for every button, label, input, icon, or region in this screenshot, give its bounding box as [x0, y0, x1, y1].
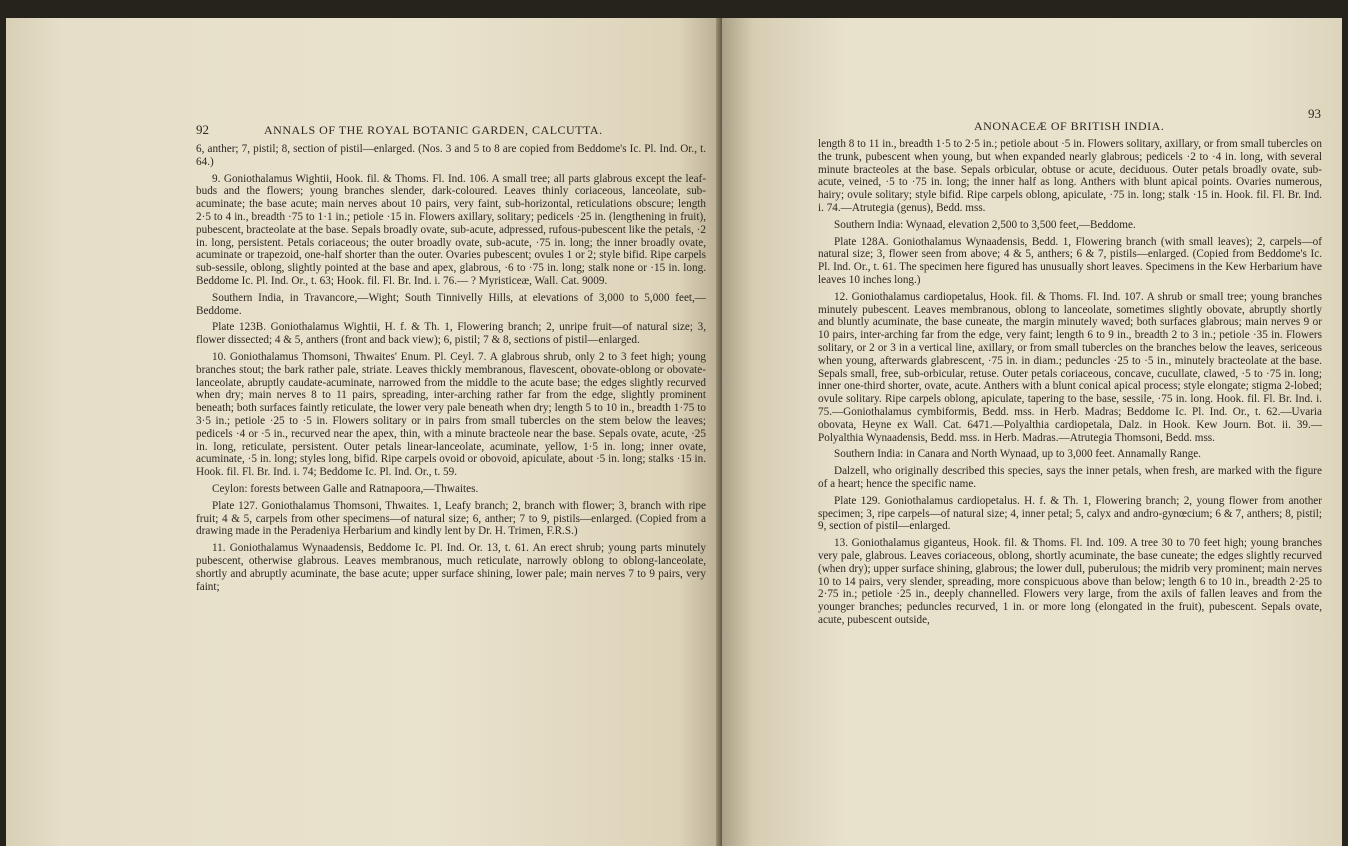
paragraph: 10. Goniothalamus Thomsoni, Thwaites' Enum. Pl. Ceyl. 7. A glabrous shrub, only 2 to 3 feet high; young branches stout; the bark rather pale, striate. Leaves thickly membranous, flavescent, obovate-oblong or obovate-lanceolate, abruptly caudate-acuminate, narrowed from the middle to the acute base; the edges slightly recurved when dry; main nerves 8 to 11 pairs, spreading, inter-arching rather far from the edge, slightly prominent beneath; both surfaces faintly reticulate, the lower very pale beneath when dry; length 5 to 10 in., breadth 1·75 to 3·5 in.; petiole ·25 to ·5 in. Flowers solitary or in pairs from small tubercles on the stem below the leaves; pedicels ·4 or ·5 in., recurved near the apex, thin, with a minute bracteole near the base. Sepals ovate, acute, ·25 in. long, reticulate, persistent. Outer petals linear-lanceolate, acuminate, yellow, 1·5 in. long; inner ovate, acuminate, ·5 in. long; styles long, bifid. Ripe carpels ovoid or obovoid, apiculate, about ·5 in. long; stalks ·15 in. Hook. fil. Fl. Br. Ind. i. 74; Beddome Ic. Pl. Ind. Or., t. 59.	[196, 350, 706, 479]
paragraph: 11. Goniothalamus Wynaadensis, Beddome Ic. Pl. Ind. Or. 13, t. 61. An erect shrub; young parts minutely pubescent, otherwise glabrous. Leaves membranous, much reticulate, narrowly oblong to oblong-lanceolate, shortly and abruptly acuminate, the base acute; upper surface shining, lower pale; main nerves 7 to 9 pairs, very faint;	[196, 542, 706, 593]
left-page-body	[196, 143, 706, 597]
paragraph: Ceylon: forests between Galle and Ratnapoora,—Thwaites.	[212, 482, 479, 495]
paragraph: Plate 129. Goniothalamus cardiopetalus. H. f. & Th. 1, Flowering branch; 2, young flower from another specimen; 3, ripe carpels—of natural size; 4, inner petal; 5, calyx and andro-gynœcium; 6 & 7, anthers; 8, pistil; 9, section of pistil—enlarged.	[818, 494, 1322, 533]
paragraph: Plate 128A. Goniothalamus Wynaadensis, Bedd. 1, Flowering branch (with small leaves); 2, carpels—of natural size; 3, flower seen from above; 4 & 5, anthers; 6 & 7, pistils—enlarged. (Copied from Beddome's Ic. Pl. Ind. Or., t. 61. The specimen here figured has unusually short leaves. Specimens in the Kew Herbarium have leaves 10 inches long.)	[818, 235, 1322, 286]
paragraph: 13. Goniothalamus giganteus, Hook. fil. & Thoms. Fl. Ind. 109. A tree 30 to 70 feet high; young branches very pale, glabrous. Leaves coriaceous, oblong, shortly acuminate, the base cuneate; the edges slightly recurved (when dry); upper surface shining, glabrous; the lower dull, puberulous; the midrib very prominent; main nerves 10 to 14 pairs, very slender, spreading, more conspicuous above than below; length 6 to 10 in., breadth 2·25 to 2·75 in.; petiole ·25 in., deeply channelled. Flowers very large, from the axils of fallen leaves and from the younger branches; peduncles recurved, 1 in. or more long (elongated in the fruit), pubescent. Sepals ovate, acute, pubescent outside,	[818, 537, 1322, 626]
left-page-header: ANNALS OF THE ROYAL BOTANIC GARDEN, CALCUTTA.	[264, 123, 603, 137]
right-page-body	[818, 138, 1322, 631]
right-page-header: ANONACEÆ OF BRITISH INDIA.	[974, 119, 1165, 133]
left-page-number: 92	[196, 122, 209, 137]
paragraph: 12. Goniothalamus cardiopetalus, Hook. fil. & Thoms. Fl. Ind. 107. A shrub or small tree; young branches minutely pubescent. Leaves membranous, oblong to lanceolate, sometimes slightly obovate, abruptly shortly and bluntly acuminate, the base cuneate, the margin minutely waved; both surfaces glabrous; main nerves 9 or 10 pairs, inter-arching far from the edge, very faint; length 6 to 9 in., breadth 2 to 3 in.; petiole ·35 in. Flowers solitary, or 2 or 3 in a vertical line, axillary, or from small tubercles on the branches below the leaves, sericeous when young, afterwards glabrescent, ·75 in. in diam.; peduncles ·25 to ·5 in., minutely bracteolate at the base. Sepals small, free, sub-orbicular, retuse. Outer petals coriaceous, concave, cucullate, clawed, ·5 to ·75 in. long; inner one-third shorter, ovate, acute. Anthers with a blunt conical apical process; style elongate; stigma 2-lobed; ovule solitary. Ripe carpels oblong, apiculate, tapering to the base, sessile, ·75 in. long. Hook. fil. Fl. Br. Ind. i. 75.—Goniothalamus cymbiformis, Bedd. mss. in Herb. Madras; Beddome Ic. Pl. Ind. Or., t. 62.—Uvaria obovata, Heyne ex Wall. Cat. 6471.—Polyalthia cardiopetala, Dalz. in Hook. Kew Journ. Bot. ii. 39.—Polyalthia Wynaadensis, Bedd. mss. in Herb. Madras.—Atrutegia Thomsoni, Bedd. mss.	[818, 290, 1322, 444]
paragraph: length 8 to 11 in., breadth 1·5 to 2·5 in.; petiole about ·5 in. Flowers solitary, axillary, or from small tubercles on the trunk, pubescent when young, but when expanded nearly glabrous; pedicels ·2 to ·4 in. long, with several minute bracteoles at the base. Sepals orbicular, obtuse or acute, deciduous. Outer petals broadly ovate, sub-acute, veined, ·5 to ·75 in. long; the inner half as long. Anthers with blunt apical points. Ovaries numerous, hairy; ovule solitary; style bifid. Ripe carpels oblong, apiculate, ·75 in. long; stalk ·15 in. Hook. fil. Fl. Br. Ind. i. 74.—Atrutegia (genus), Bedd. mss.	[818, 138, 1322, 214]
paragraph: Plate 123B. Goniothalamus Wightii, H. f. & Th. 1, Flowering branch; 2, unripe fruit—of natural size; 3, flower dissected; 4 & 5, anthers (front and back view); 6, pistil; 7 & 8, sections of pistil—enlarged.	[196, 321, 706, 347]
paragraph: Southern India, in Travancore,—Wight; South Tinnivelly Hills, at elevations of 3,000 to 5,000 feet,—Beddome.	[196, 291, 706, 317]
paragraph: Southern India: in Canara and North Wynaad, up to 3,000 feet. Annamally Range.	[834, 448, 1201, 461]
paragraph: Southern India: Wynaad, elevation 2,500 to 3,500 feet,—Beddome.	[834, 218, 1136, 231]
paragraph: Plate 127. Goniothalamus Thomsoni, Thwaites. 1, Leafy branch; 2, branch with flower; 3, branch with ripe fruit; 4 & 5, carpels from other specimens—of natural size; 6, anther; 7 to 9, pistils—enlarged. (Copied from a drawing made in the Peradeniya Herbarium and kindly lent by Dr. H. Trimen, F.R.S.)	[196, 499, 706, 538]
paragraph: 6, anther; 7, pistil; 8, section of pistil—enlarged. (Nos. 3 and 5 to 8 are copied from Beddome's Ic. Pl. Ind. Or., t. 64.)	[196, 143, 706, 168]
paragraph: 9. Goniothalamus Wightii, Hook. fil. & Thoms. Fl. Ind. 106. A small tree; all parts glabrous except the leaf-buds and the flowers; young branches slender, dark-coloured. Leaves thinly coriaceous, lanceolate, sub-acuminate; the base acute; main nerves about 10 pairs, very faint, sub-horizontal, reticulations obscure; length 2·5 to 4 in., breadth ·75 to 1·1 in.; petiole ·15 in. Flowers axillary, solitary; pedicels ·25 in. (lengthening in fruit), pubescent, bracteolate at the base. Sepals broadly ovate, sub-acute, adpressed, rufous-pubescent like the petals, ·2 in. long, persistent. Petals coriaceous; the outer broadly ovate, sub-acute, ·75 in. long; the inner broadly ovate, acuminate or trapezoid, one-half shorter than the outer. Ovaries pubescent; ovules 1 or 2; style bifid. Ripe carpels sub-sessile, oblong, slightly pointed at the base and apex, glabrous, ·6 to ·75 in. long; stalk none or ·15 in. long. Beddome Ic. Pl. Ind. Or., t. 63; Hook. fil. Fl. Br. Ind. i. 76.— ? Myristiceæ, Wall. Cat. 9009.	[196, 172, 706, 287]
right-page	[722, 18, 1342, 846]
right-page-number: 93	[1308, 106, 1321, 121]
left-page	[6, 18, 721, 846]
paragraph: Dalzell, who originally described this species, says the inner petals, when fresh, are marked with the figure of a heart; hence the specific name.	[818, 465, 1322, 490]
